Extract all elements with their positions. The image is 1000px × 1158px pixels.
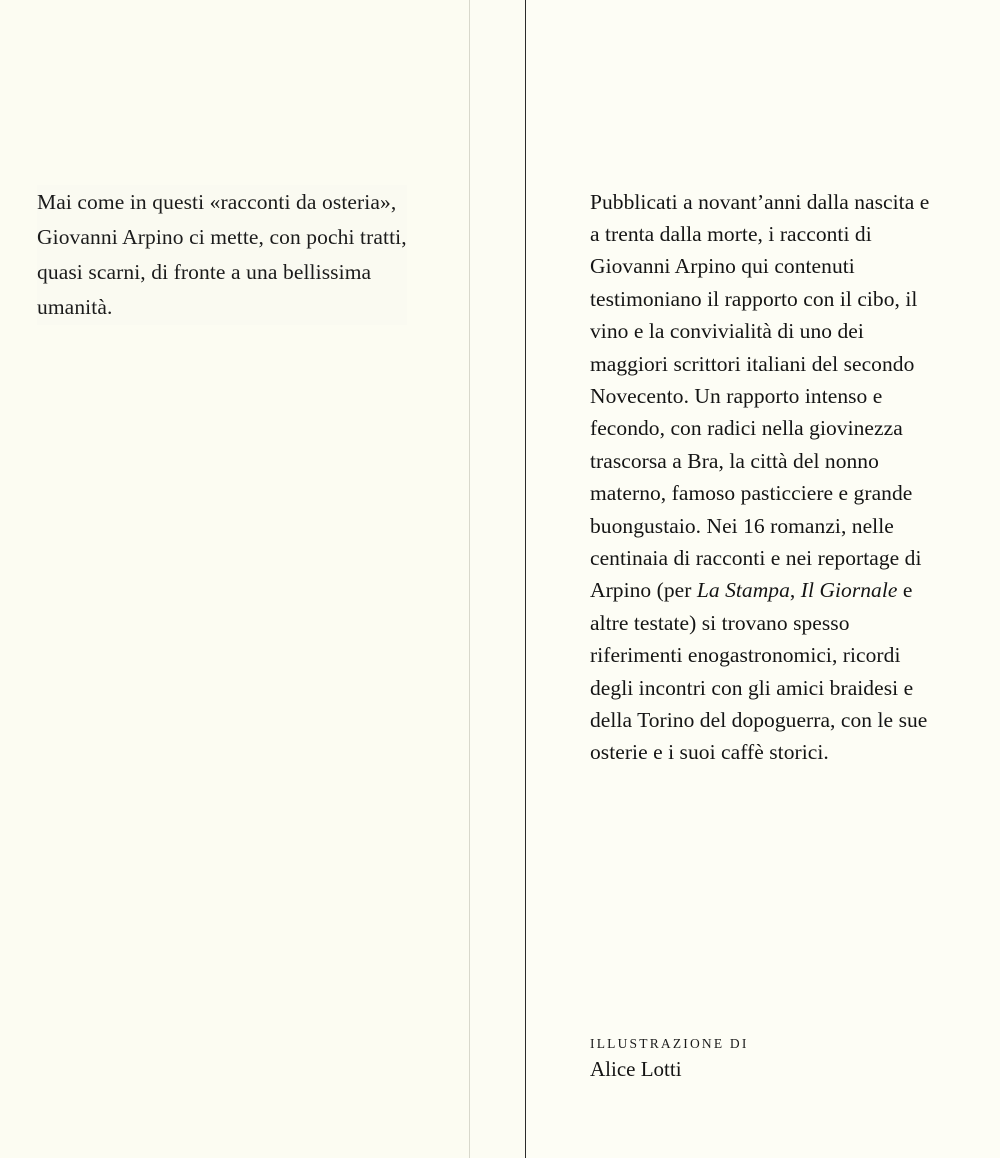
blurb-segment-2: e altre testate) si trovano spesso riferimenti enogastronomici, ricordi degli incontri con gli amici braidesi e della Torino del dopoguerra, con le sue osterie e i suoi caffè storici. <box>590 578 928 765</box>
back-cover-blurb <box>590 186 938 769</box>
illustration-credit-label: ILLUSTRAZIONE DI <box>590 1036 749 1051</box>
blurb-italic-il-giornale: Il Giornale <box>800 578 898 603</box>
back-cover-panel <box>526 0 1000 1158</box>
illustrator-name: Alice Lotti <box>590 1057 682 1081</box>
blurb-segment-1: Pubblicati a novant’anni dalla nascita e a trenta dalla morte, i racconti di Giovanni Arpino qui contenuti testimoniano il rapporto con il cibo, il vino e la convivialità di uno dei maggiori scrittori italiani del secondo Novecento. Un rapporto intenso e fecondo, con radici nella giovinezza trascorsa a Bra, la città del nonno materno, famoso pasticciere e grande buongustaio. Nei 16 romanzi, nelle centinaia di racconti e nei reportage di Arpino (per <box>590 189 930 603</box>
fold-strip <box>470 0 526 1158</box>
flap-quote-text: Mai come in questi «racconti da osteria», Giovanni Arpino ci mette, con pochi tratti, quasi scarni, di fronte a una bellissima umanità. <box>37 185 407 325</box>
illustration-credit <box>590 1036 930 1082</box>
blurb-separator: , <box>789 578 801 603</box>
left-flap-panel <box>0 0 470 1158</box>
blurb-italic-la-stampa: La Stampa <box>696 578 790 603</box>
